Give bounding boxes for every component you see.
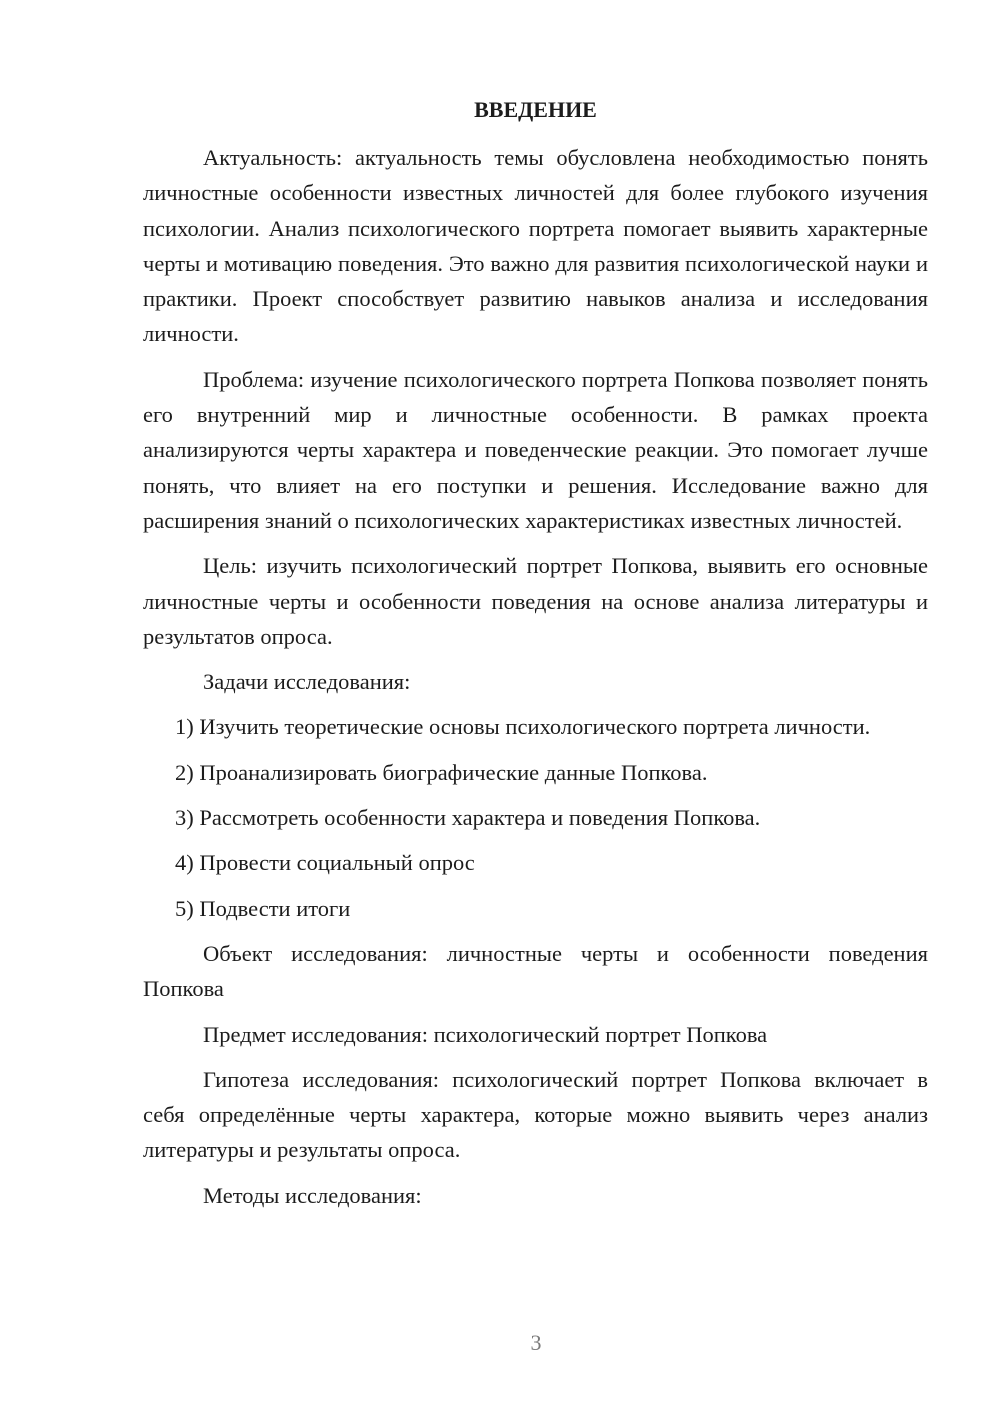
task-item-2: 2) Проанализировать биографические данные Попкова. xyxy=(175,759,708,785)
task-item-4: 4) Провести социальный опрос xyxy=(175,850,475,876)
page-content xyxy=(143,92,928,1223)
task-item-3: 3) Рассмотреть особенности характера и поведения Попкова. xyxy=(175,805,761,831)
tasks-label: Задачи исследования: xyxy=(203,669,411,695)
page-number: 3 xyxy=(530,1330,542,1355)
task-item-1: 1) Изучить теоретические основы психологического портрета личности. xyxy=(175,714,871,740)
paragraph-problem: Проблема: изучение психологического портрета Попкова позволяет понять его внутренний мир и личностные особенности. В рамках проекта анализируются черты характера и поведенческие реакции. Это помогает лучше понять, что влияет на его поступки и решения. Исследование важно для расширения знаний о психологических характеристиках известных личностей. xyxy=(143,366,928,533)
paragraph-relevance: Актуальность: актуальность темы обусловлена необходимостью понять личностные особенности известных личностей для более глубокого изучения психологии. Анализ психологического портрета помогает выявить характерные черты и мотивацию поведения. Это важно для развития психологической науки и практики. Проект способствует развитию навыков анализа и исследования личности. xyxy=(143,145,928,347)
section-title: ВВЕДЕНИЕ xyxy=(474,97,597,122)
paragraph-goal: Цель: изучить психологический портрет Попкова, выявить его основные личностные черты и особенности поведения на основе анализа литературы и результатов опроса. xyxy=(143,553,928,649)
paragraph-hypothesis: Гипотеза исследования: психологический портрет Попкова включает в себя определённые черты характера, которые можно выявить через анализ литературы и результаты опроса. xyxy=(143,1066,928,1163)
methods-label: Методы исследования: xyxy=(203,1182,422,1208)
paragraph-subject: Предмет исследования: психологический портрет Попкова xyxy=(203,1021,768,1047)
paragraph-object: Объект исследования: личностные черты и особенности поведения Попкова xyxy=(143,940,928,1002)
task-item-5: 5) Подвести итоги xyxy=(175,895,351,921)
